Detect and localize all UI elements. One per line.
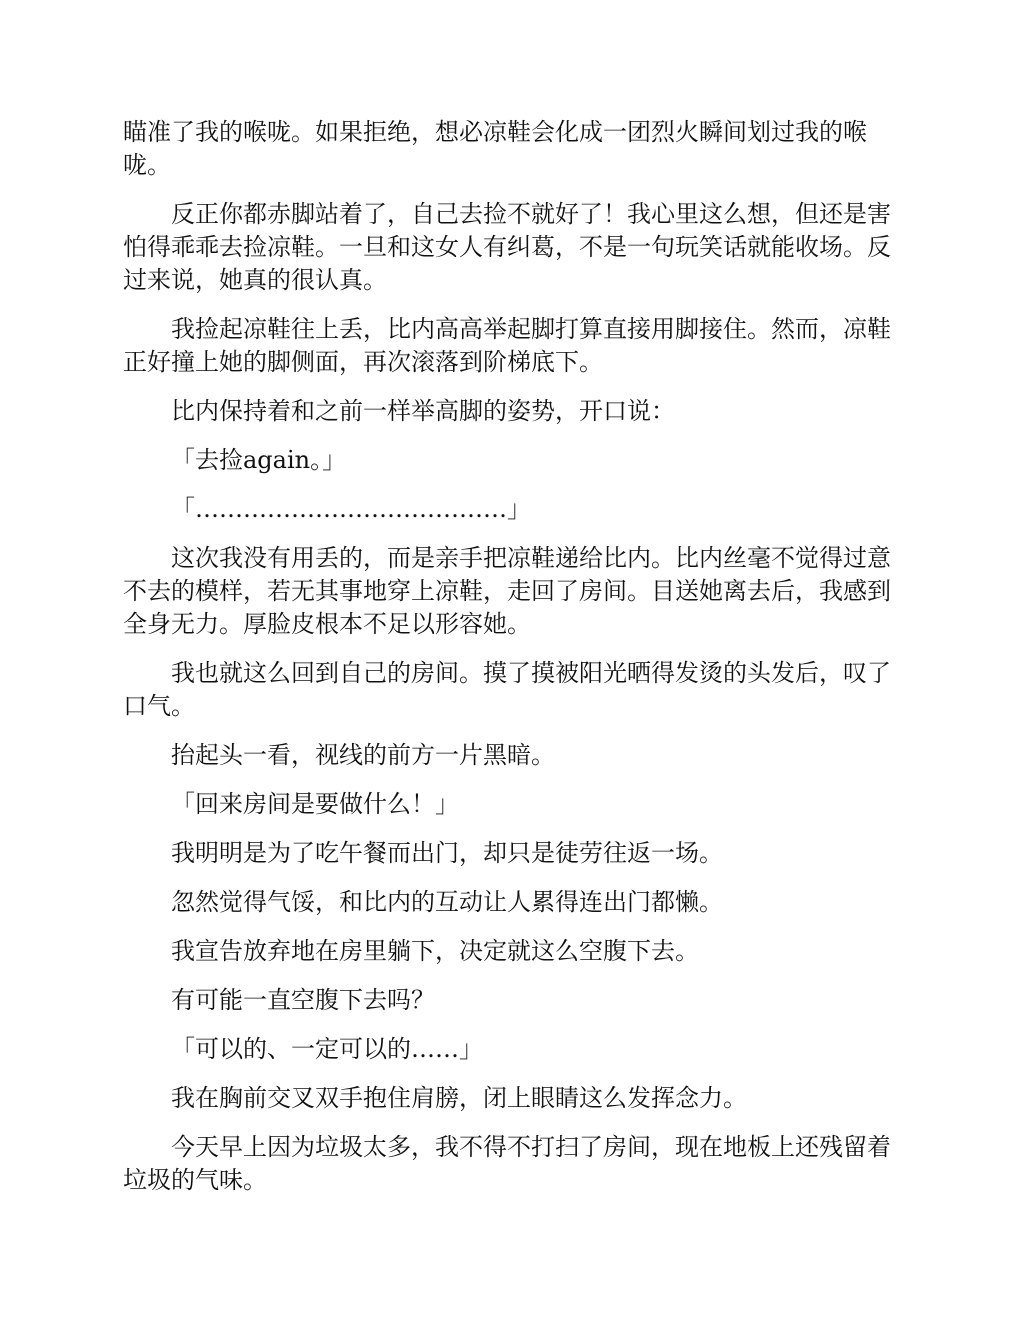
dialogue-line: 「回来房间是要做什么！」	[171, 790, 459, 818]
paragraph: 我宣告放弃地在房里躺下，决定就这么空腹下去。	[171, 937, 699, 965]
paragraph: 我明明是为了吃午餐而出门，却只是徒劳往返一场。	[171, 839, 723, 867]
body-text	[123, 116, 900, 1213]
dialogue-line: 「…………………………………」	[171, 495, 531, 523]
paragraph: 我在胸前交叉双手抱住肩膀，闭上眼睛这么发挥念力。	[171, 1084, 747, 1112]
paragraph: 今天早上因为垃圾太多，我不得不打扫了房间，现在地板上还残留着垃圾的气味。	[123, 1133, 891, 1194]
paragraph: 这次我没有用丢的，而是亲手把凉鞋递给比内。比内丝毫不觉得过意不去的模样，若无其事地穿上凉鞋，走回了房间。目送她离去后，我感到全身无力。厚脸皮根本不足以形容她。	[123, 544, 891, 638]
paragraph: 比内保持着和之前一样举高脚的姿势，开口说：	[171, 397, 675, 425]
paragraph: 我捡起凉鞋往上丢，比内高高举起脚打算直接用脚接住。然而，凉鞋正好撞上她的脚侧面，再次滚落到阶梯底下。	[123, 315, 891, 376]
paragraph: 抬起头一看，视线的前方一片黑暗。	[171, 741, 555, 769]
paragraph-continuation: 瞄准了我的喉咙。如果拒绝，想必凉鞋会化成一团烈火瞬间划过我的喉咙。	[123, 118, 867, 179]
dialogue-line: 「去捡again。」	[171, 446, 347, 474]
paragraph: 反正你都赤脚站着了，自己去捡不就好了！我心里这么想，但还是害怕得乖乖去捡凉鞋。一旦和这女人有纠葛，不是一句玩笑话就能收场。反过来说，她真的很认真。	[123, 200, 891, 294]
paragraph: 忽然觉得气馁，和比内的互动让人累得连出门都懒。	[171, 888, 723, 916]
dialogue-line: 「可以的、一定可以的……」	[171, 1035, 483, 1063]
paragraph: 我也就这么回到自己的房间。摸了摸被阳光晒得发烫的头发后，叹了口气。	[123, 659, 891, 720]
paragraph: 有可能一直空腹下去吗？	[171, 986, 435, 1014]
